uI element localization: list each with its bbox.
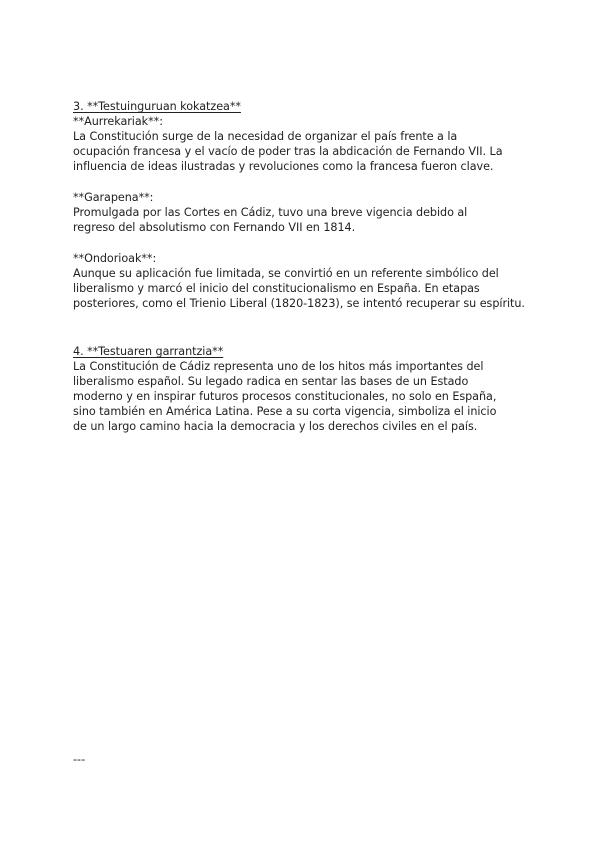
paragraph-line: ocupación francesa y el vacío de poder tras la abdicación de Fernando VII. La [73,145,503,158]
garapena-paragraph [73,205,533,235]
document-content [73,99,533,434]
paragraph-line: Aunque su aplicación fue limitada, se convirtió en un referente simbólico del [73,267,499,280]
paragraph-line: La Constitución surge de la necesidad de organizar el país frente a la [73,130,458,143]
spacer [73,235,533,251]
paragraph-line: La Constitución de Cádiz representa uno de los hitos más importantes del [73,360,484,373]
spacer [73,311,533,344]
aurrekariak-label: **Aurrekariak**: [73,115,163,128]
garrantzia-paragraph [73,359,533,434]
section-4-heading: 4. **Testuaren garrantzia** [73,345,224,358]
section-3-heading: 3. **Testuinguruan kokatzea** [73,100,241,113]
paragraph-line: sino también en América Latina. Pese a su corta vigencia, simboliza el inicio [73,405,497,418]
spacer [73,174,533,190]
paragraph-line: moderno y en inspirar futuros procesos constitucionales, no solo en España, [73,390,497,403]
ondorioak-label: **Ondorioak**: [73,252,157,265]
paragraph-line: de un largo camino hacia la democracia y los derechos civiles en el país. [73,420,478,433]
ondorioak-paragraph [73,266,533,311]
aurrekariak-paragraph [73,129,533,174]
paragraph-line: regreso del absolutismo con Fernando VII en 1814. [73,221,356,234]
paragraph-line: influencia de ideas ilustradas y revoluciones como la francesa fueron clave. [73,160,494,173]
section-separator: --- [73,753,86,766]
garapena-label: **Garapena**: [73,191,154,204]
paragraph-line: Promulgada por las Cortes en Cádiz, tuvo una breve vigencia debido al [73,206,468,219]
paragraph-line: liberalismo español. Su legado radica en sentar las bases de un Estado [73,375,469,388]
paragraph-line: posteriores, como el Trienio Liberal (1820-1823), se intentó recuperar su espíritu. [73,297,525,310]
paragraph-line: liberalismo y marcó el inicio del constitucionalismo en España. En etapas [73,282,480,295]
